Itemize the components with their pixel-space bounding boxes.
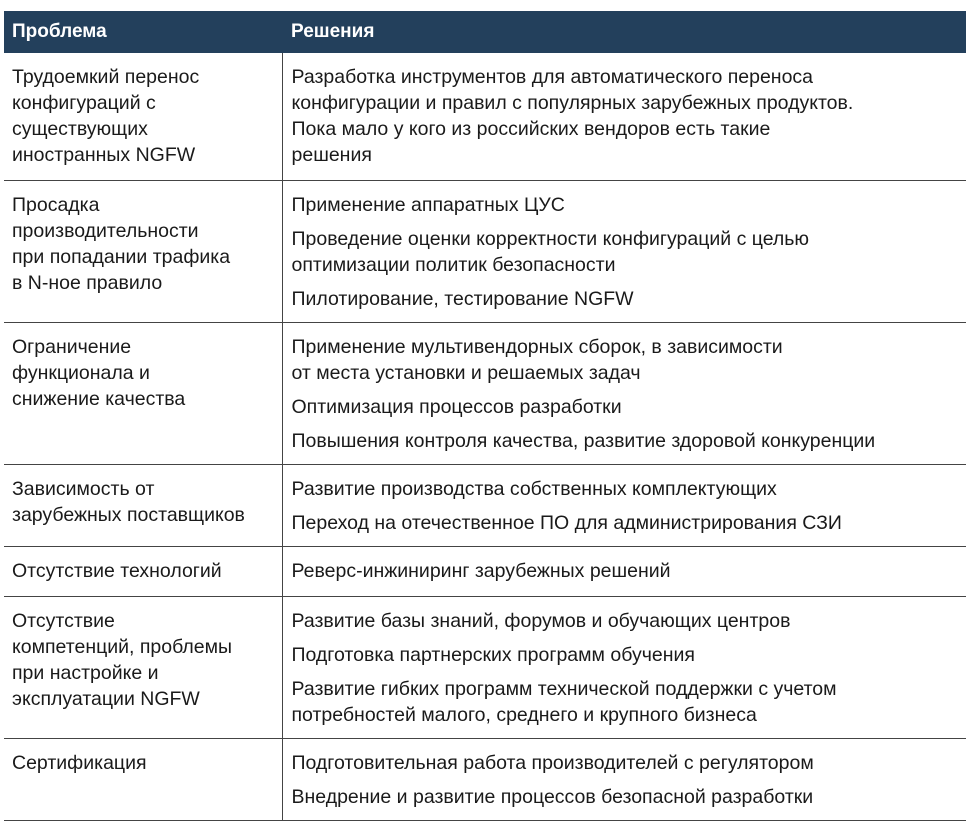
problem-cell: Зависимость от зарубежных поставщиков [4,465,282,547]
solution-item: Повышения контроля качества, развитие здоровой конкуренции [291,430,876,452]
problem-cell: Отсутствие компетенций, проблемы при настройке и эксплуатации NGFW [4,597,282,739]
table-row [4,53,966,181]
table-body [4,53,966,821]
solution-item: Применение аппаратных ЦУС [291,194,565,216]
problem-cell: Просадка производительности при попадании трафика в N-ное правило [4,181,282,323]
solution-item: Применение мультивендорных сборок, в зависимости от места установки и решаемых задач [291,336,783,384]
solution-item: Оптимизация процессов разработки [291,396,622,418]
solutions-cell [282,53,966,181]
solutions-cell [282,323,966,465]
table-row [4,181,966,323]
solution-item: Развитие производства собственных комплектующих [291,478,777,500]
problems-solutions-table [4,11,966,821]
solution-item: Внедрение и развитие процессов безопасной разработки [291,786,814,808]
solution-item: Пилотирование, тестирование NGFW [291,288,634,310]
solutions-cell [282,181,966,323]
problem-cell: Сертификация [4,739,282,821]
solutions-cell [282,465,966,547]
header-row [4,11,966,53]
solution-item: Реверс-инжиниринг зарубежных решений [291,560,671,582]
table-row [4,465,966,547]
table-row [4,739,966,821]
header-solutions: Решения [282,11,966,53]
solution-item: Развитие базы знаний, форумов и обучающих центров [291,610,791,632]
solution-item: Развитие гибких программ технической поддержки с учетом потребностей малого, среднего и крупного бизнеса [291,678,837,726]
problem-cell: Трудоемкий перенос конфигураций с существующих иностранных NGFW [4,53,282,181]
solutions-cell [282,739,966,821]
solutions-cell [282,547,966,597]
problem-cell: Ограничение функционала и снижение качества [4,323,282,465]
solution-item: Подготовка партнерских программ обучения [291,644,695,666]
solution-item: Проведение оценки корректности конфигураций с целью оптимизации политик безопасности [291,228,810,276]
header-problem: Проблема [4,11,282,53]
solutions-cell [282,597,966,739]
table-header [4,11,966,53]
table-row [4,323,966,465]
table-row [4,547,966,597]
solution-item: Подготовительная работа производителей с регулятором [291,752,814,774]
solution-item: Переход на отечественное ПО для администрирования СЗИ [291,512,842,534]
solution-item: Разработка инструментов для автоматического переноса конфигурации и правил с популярных зарубежных продуктов. Пока мало у кого из российских вендоров есть такие решения [291,66,854,166]
problem-cell: Отсутствие технологий [4,547,282,597]
table-row [4,597,966,739]
